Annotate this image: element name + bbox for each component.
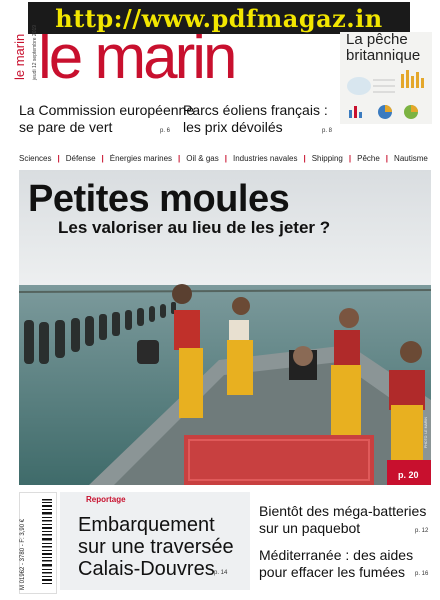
nav-item-defense[interactable]: Défense: [65, 154, 96, 163]
top-story-2-line2: les prix dévoilés: [183, 119, 283, 135]
reportage-title-line1: Embarquement: [78, 514, 215, 536]
nav-separator: |: [303, 154, 306, 163]
nav-item-nautisme[interactable]: Nautisme: [394, 154, 428, 163]
nav-separator: |: [57, 154, 60, 163]
nav-separator: |: [101, 154, 104, 163]
photo-credit: PHOTO: LE MARIN: [424, 417, 428, 448]
top-story-1-line2: se pare de vert: [19, 119, 113, 135]
nav-item-sciences[interactable]: Sciences: [19, 154, 52, 163]
nav-item-oil-gas[interactable]: Oil & gas: [186, 154, 219, 163]
fisherman-3: [289, 346, 317, 380]
issue-date: jeudi 12 septembre 2019: [32, 24, 38, 80]
bottom-story-1-page: p. 12: [415, 528, 429, 534]
section-nav: [19, 154, 440, 163]
cover-subtitle: Les valoriser au lieu de les jeter ?: [58, 218, 331, 237]
nav-item-peche[interactable]: Pêche: [357, 154, 380, 163]
cover-title[interactable]: Petites moules: [28, 178, 290, 220]
top-story-2-line1: Parcs éoliens français :: [183, 102, 328, 118]
bottom-story-1-line2: sur un paquebot: [259, 520, 361, 536]
top-story-2[interactable]: [183, 102, 328, 136]
reportage-label: Reportage: [86, 495, 126, 504]
red-crate: [184, 435, 374, 485]
cover-page-ref: p. 20: [398, 470, 419, 480]
nav-item-industries-navales[interactable]: Industries navales: [232, 154, 298, 163]
watermark-url: http://www.pdfmagaz.in: [55, 3, 383, 33]
nav-separator: |: [348, 154, 352, 163]
barcode-number: M 01962 - 3780 - F: 3,90 €: [20, 518, 26, 590]
promo-title-line2: britannique: [346, 47, 421, 64]
nav-separator: |: [224, 154, 227, 163]
bottom-story-2-page: p. 16: [415, 571, 429, 577]
watermark-banner: [28, 2, 410, 34]
bottom-story-2[interactable]: [259, 547, 413, 581]
reportage-title[interactable]: [78, 514, 234, 580]
nav-item-shipping[interactable]: Shipping: [311, 154, 343, 163]
top-story-1-line1: La Commission européenne: [19, 102, 195, 118]
vertical-magazine-name: le marin: [12, 33, 27, 80]
nav-item-energies-marines[interactable]: Énergies marines: [109, 154, 173, 163]
bottom-story-1[interactable]: [259, 503, 429, 537]
map-shape: [347, 77, 371, 95]
bottom-story-2-line2: pour effacer les fumées: [259, 564, 406, 580]
promo-infographic: [343, 66, 427, 124]
mussel-bag: [137, 340, 159, 364]
top-story-2-page: p. 8: [322, 128, 333, 134]
top-story-1-page: p. 6: [160, 128, 171, 134]
logo-text: le marin: [38, 34, 235, 84]
bottom-story-1-line1: Bientôt des méga-batteries: [259, 503, 427, 519]
masthead-logo: [38, 34, 338, 84]
reportage-title-line2: sur une traversée: [78, 536, 234, 558]
reportage-title-line3: Calais-Douvres: [78, 558, 215, 580]
nav-separator: |: [178, 154, 181, 163]
bottom-story-2-line1: Méditerranée : des aides: [259, 547, 414, 563]
reportage-page: p. 14: [214, 570, 228, 576]
nav-separator: |: [385, 154, 389, 163]
promo-title-line1: La pêche: [346, 31, 408, 48]
masthead-vertical: [12, 24, 38, 80]
promo-title[interactable]: [346, 32, 420, 64]
